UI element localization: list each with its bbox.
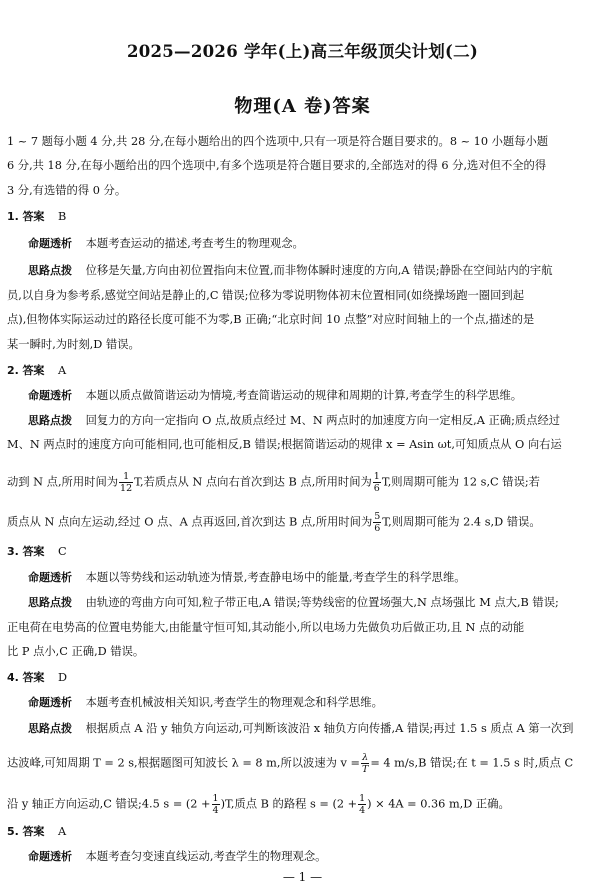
- q2-hint-line-3: [7, 471, 540, 494]
- q4-hint-line-2-part-b: = 4 m/s,B 错误;在 t = 1.5 s 时,质点 C: [370, 756, 574, 770]
- q2-hint-line-4-part-a: 质点从 N 点向左运动,经过 O 点、A 点再返回,首次到达 B 点,所用时间为: [7, 515, 373, 529]
- intro-line-2: 6 分,共 18 分,在每小题给出的四个选项中,有多个选项是符合题目要求的,全部选对的得 6 分,选对但不全的得: [7, 159, 547, 172]
- q1-answer-row: [7, 210, 66, 224]
- exam-title: 2025—2026 学年(上)高三年级顶尖计划(二): [126, 42, 479, 61]
- q5-analysis-text: 本题考查匀变速直线运动,考查学生的物理观念。: [85, 850, 327, 863]
- q1-hint-row: [28, 264, 553, 278]
- q3-answer-value: C: [58, 545, 67, 558]
- q4-hint-row: [28, 722, 573, 736]
- q1-hint-line-3: 点),但物体实际运动过的路径长度可能不为零,B 正确;“北京时间 10 点整”对应时间轴上的一个点,描述的是: [7, 313, 535, 326]
- q2-hint-line-3-part-a: 动到 N 点,所用时间为: [7, 475, 119, 489]
- fraction-denominator: 6: [374, 523, 381, 534]
- answer-sheet-title: 物理(A 卷)答案: [234, 96, 371, 117]
- q3-number: 3.: [7, 545, 19, 558]
- q2-hint-line-2: M、N 两点时的速度方向可能相同,也可能相反,B 错误;根据简谐运动的规律 x = Asin ωt,可知质点从 O 向右运: [7, 438, 562, 451]
- fraction-denominator: 4: [359, 805, 366, 816]
- q3-analysis-label: 命题透析: [28, 571, 72, 584]
- q4-hint-line-2-part-a: 达波峰,可知周期 T = 2 s,根据题图可知波长 λ = 8 m,所以波速为 v =: [7, 756, 360, 770]
- q3-answer-row: [7, 545, 67, 559]
- q1-answer-value: B: [58, 210, 67, 223]
- q1-analysis-row: [28, 237, 304, 251]
- fraction-denominator: T: [361, 764, 369, 775]
- q2-analysis-text: 本题以质点做简谐运动为情境,考查简谐运动的规律和周期的计算,考查学生的科学思维。: [85, 389, 523, 402]
- q5-analysis-row: [28, 850, 326, 864]
- q2-answer-value: A: [58, 364, 67, 377]
- q1-hint-label: 思路点拨: [28, 264, 72, 277]
- q3-answer-label: 答案: [22, 545, 45, 558]
- q4-analysis-text: 本题考查机械波相关知识,考查学生的物理观念和科学思维。: [85, 696, 383, 709]
- fraction-1-12: [119, 471, 133, 494]
- q4-hint-line-1: 根据质点 A 沿 y 轴负方向运动,可判断该波沿 x 轴负方向传播,A 错误;再过 1.5 s 质点 A 第一次到: [85, 722, 574, 735]
- fraction-numerator: 1: [359, 793, 366, 804]
- q5-number: 5.: [7, 825, 19, 838]
- q3-hint-row: [28, 596, 559, 610]
- fraction-lambda-over-t: [361, 752, 369, 775]
- q2-hint-label: 思路点拨: [28, 414, 72, 427]
- q2-analysis-row: [28, 389, 522, 403]
- q2-answer-row: [7, 364, 66, 378]
- q5-answer-row: [7, 825, 66, 839]
- q3-hint-label: 思路点拨: [28, 596, 72, 609]
- q1-hint-line-1: 位移是矢量,方向由初位置指向末位置,而非物体瞬时速度的方向,A 错误;静卧在空间站内的宇航: [85, 264, 553, 277]
- q4-hint-label: 思路点拨: [28, 722, 72, 735]
- fraction-numerator: 5: [374, 511, 381, 522]
- q1-analysis-text: 本题考查运动的描述,考查考生的物理观念。: [85, 237, 304, 250]
- q4-analysis-label: 命题透析: [28, 696, 72, 709]
- fraction-denominator: 6: [373, 483, 380, 494]
- fraction-numerator: 1: [119, 471, 133, 483]
- q2-hint-line-1: 回复力的方向一定指向 O 点,故质点经过 M、N 两点时的加速度方向一定相反,A 正确;质点经过: [85, 414, 561, 427]
- q2-hint-line-4-part-b: T,则周期可能为 2.4 s,D 错误。: [382, 515, 541, 529]
- q4-hint-line-3-part-b: )T,质点 B 的路程 s = (2 +: [220, 797, 358, 811]
- q1-analysis-label: 命题透析: [28, 237, 72, 250]
- q4-answer-row: [7, 671, 67, 685]
- q1-hint-line-4: 某一瞬时,为时刻,D 错误。: [7, 338, 140, 351]
- q3-analysis-text: 本题以等势线和运动轨迹为情景,考查静电场中的能量,考查学生的科学思维。: [85, 571, 466, 584]
- q4-answer-label: 答案: [22, 671, 45, 684]
- fraction-5-6: [373, 511, 381, 534]
- q2-hint-line-4: [7, 511, 541, 534]
- fraction-1-4-first: [212, 793, 220, 816]
- q4-analysis-row: [28, 696, 383, 710]
- q5-answer-label: 答案: [22, 825, 45, 838]
- fraction-numerator: 1: [212, 793, 219, 804]
- fraction-numerator: 1: [373, 471, 380, 482]
- q4-hint-line-3: [7, 793, 510, 816]
- q2-number: 2.: [7, 364, 19, 377]
- q4-number: 4.: [7, 671, 19, 684]
- q4-hint-line-2: [7, 752, 573, 775]
- fraction-denominator: 4: [212, 805, 219, 816]
- q3-hint-line-1: 由轨迹的弯曲方向可知,粒子带正电,A 错误;等势线密的位置场强大,N 点场强比 M 点大,B 错误;: [85, 596, 559, 609]
- q4-hint-line-3-part-a: 沿 y 轴正方向运动,C 错误;4.5 s = (2 +: [7, 797, 211, 811]
- q3-analysis-row: [28, 571, 466, 585]
- q4-hint-line-3-part-c: ) × 4A = 0.36 m,D 正确。: [367, 797, 510, 811]
- q4-answer-value: D: [58, 671, 68, 684]
- intro-line-3: 3 分,有选错的得 0 分。: [7, 184, 127, 197]
- q1-number: 1.: [7, 210, 19, 223]
- q5-analysis-label: 命题透析: [28, 850, 72, 863]
- q5-answer-value: A: [58, 825, 67, 838]
- fraction-1-6: [373, 471, 381, 494]
- fraction-1-4-second: [358, 793, 366, 816]
- q2-hint-line-3-part-c: T,则周期可能为 12 s,C 错误;若: [381, 475, 540, 489]
- page-number: — 1 —: [282, 870, 323, 884]
- q2-analysis-label: 命题透析: [28, 389, 72, 402]
- intro-line-1: 1 ~ 7 题每小题 4 分,共 28 分,在每小题给出的四个选项中,只有一项是符合题目要求的。8 ~ 10 小题每小题: [7, 135, 549, 148]
- q2-answer-label: 答案: [22, 364, 45, 377]
- q1-answer-label: 答案: [22, 210, 45, 223]
- fraction-numerator: λ: [362, 752, 369, 763]
- q2-hint-line-3-part-b: T,若质点从 N 点向右首次到达 B 点,所用时间为: [134, 475, 372, 489]
- q3-hint-line-3: 比 P 点小,C 正确,D 错误。: [7, 645, 145, 658]
- fraction-denominator: 12: [120, 483, 133, 494]
- q2-hint-row: [28, 414, 560, 428]
- q1-hint-line-2: 员,以自身为参考系,感觉空间站是静止的,C 错误;位移为零说明物体初末位置相同(如绕操场跑一圈回到起: [7, 289, 524, 302]
- q3-hint-line-2: 正电荷在电势高的位置电势能大,由能量守恒可知,其动能小,所以电场力先做负功后做正功,且 N 点的动能: [7, 621, 525, 634]
